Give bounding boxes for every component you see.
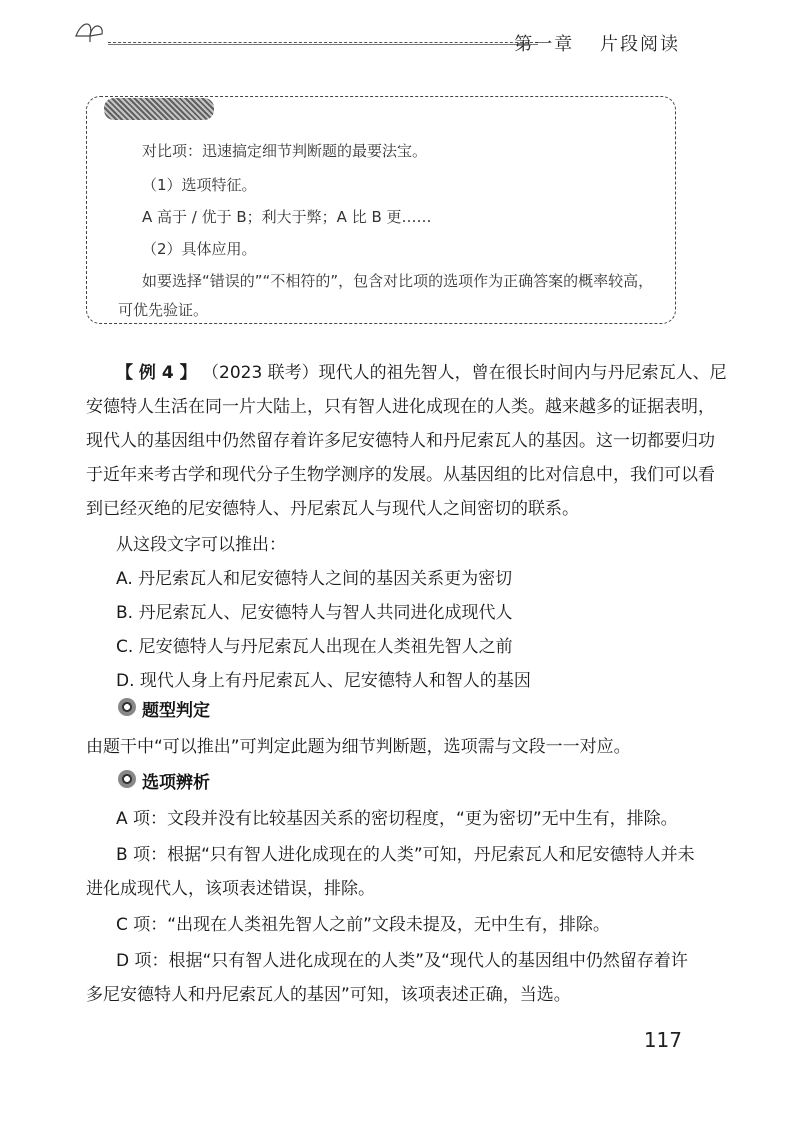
question-stem: 从这段文字可以推出：	[116, 535, 286, 555]
option-c: C. 尼安德特人与丹尼索瓦人出现在人类祖先智人之前	[116, 637, 513, 657]
analysis-section-title: 选项辨析	[142, 773, 210, 793]
option-a: A. 丹尼索瓦人和尼安德特人之间的基因关系更为密切	[116, 569, 513, 589]
example-line: 到已经灭绝的尼安德特人、丹尼索瓦人与现代人之间密切的联系。	[86, 499, 579, 519]
tip-line: 对比项：迅速搞定细节判断题的最要法宝。	[142, 142, 428, 160]
tip-badge-icon	[104, 98, 214, 120]
section-bullet-icon	[118, 770, 136, 788]
analysis-b: B 项：根据“只有智人进化成现在的人类”可知，丹尼索瓦人和尼安德特人并未	[116, 845, 695, 865]
example-line: 现代人的基因组中仍然留存着许多尼安德特人和丹尼索瓦人的基因。这一切都要归功	[86, 431, 715, 451]
analysis-d: D 项：根据“只有智人进化成现在的人类”及“现代人的基因组中仍然留存着许	[116, 951, 688, 971]
tip-line: （2）具体应用。	[142, 240, 257, 258]
chapter-number: 第一章	[514, 34, 575, 55]
example-line	[116, 358, 727, 383]
example-line: 安德特人生活在同一片大陆上，只有智人进化成现在的人类。越来越多的证据表明，	[86, 397, 715, 417]
header-divider	[108, 42, 538, 43]
type-section-title: 题型判定	[142, 701, 210, 721]
section-bullet-icon	[118, 698, 136, 716]
tip-line: A 高于 / 优于 B；利大于弊；A 比 B 更……	[142, 208, 432, 226]
option-b: B. 丹尼索瓦人、尼安德特人与智人共同进化成现代人	[116, 603, 513, 623]
leaf-logo-icon	[72, 16, 108, 44]
example-text: （2023 联考）现代人的祖先智人，曾在很长时间内与丹尼索瓦人、尼	[202, 363, 727, 383]
analysis-b-cont: 进化成现代人，该项表述错误，排除。	[86, 879, 375, 899]
analysis-d-cont: 多尼安德特人和丹尼索瓦人的基因”可知，该项表述正确，当选。	[86, 985, 571, 1005]
chapter-heading	[514, 30, 680, 56]
tip-line: 可优先验证。	[118, 301, 209, 319]
header-divider-line	[108, 44, 538, 45]
tip-line: （1）选项特征。	[142, 176, 257, 194]
tip-line: 如要选择“错误的”“不相符的”，包含对比项的选项作为正确答案的概率较高，	[142, 272, 654, 290]
analysis-a: A 项：文段并没有比较基因关系的密切程度，“更为密切”无中生有，排除。	[116, 809, 678, 829]
type-section-text: 由题干中“可以推出”可判定此题为细节判断题，选项需与文段一一对应。	[86, 737, 631, 757]
page-number: 117	[643, 1028, 682, 1052]
option-d: D. 现代人身上有丹尼索瓦人、尼安德特人和智人的基因	[116, 671, 531, 691]
chapter-section: 片段阅读	[600, 34, 680, 55]
analysis-c: C 项：“出现在人类祖先智人之前”文段未提及，无中生有，排除。	[116, 915, 610, 935]
example-label: 【 例 4 】	[116, 363, 197, 383]
example-line: 于近年来考古学和现代分子生物学测序的发展。从基因组的比对信息中，我们可以看	[86, 465, 715, 485]
